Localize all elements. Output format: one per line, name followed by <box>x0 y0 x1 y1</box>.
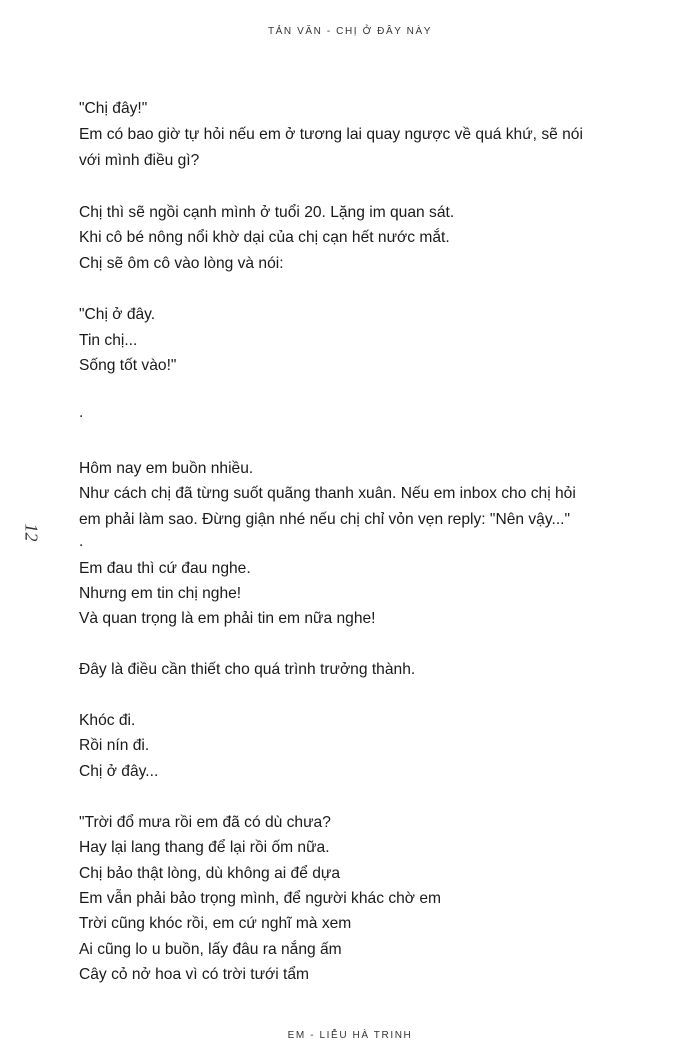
text-line: Sống tốt vào!" <box>79 357 177 374</box>
poem-line: Chị bảo thật lòng, dù không ai để dựa <box>79 865 340 882</box>
running-header: TẢN VĂN - CHỊ Ở ĐÂY NÀY <box>267 26 433 37</box>
text-line: em phải làm sao. Đừng giận nhé nếu chị chỉ vỏn vẹn reply: "Nên vậy..." <box>79 511 571 528</box>
text-line: Khóc đi. <box>79 712 136 729</box>
text-line: Chị ở đây... <box>79 763 159 780</box>
text-line: Đây là điều cần thiết cho quá trình trưởng thành. <box>79 661 416 678</box>
poem-line: Em vẫn phải bảo trọng mình, để người khác chờ em <box>79 890 442 907</box>
text-line: Tin chị... <box>79 332 138 349</box>
poem-line: Cây cỏ nở hoa vì có trời tưới tẩm <box>79 966 310 983</box>
poem-line: Trời cũng khóc rồi, em cứ nghĩ mà xem <box>79 915 352 932</box>
text-line: Chị thì sẽ ngồi cạnh mình ở tuổi 20. Lặng im quan sát. <box>79 204 455 221</box>
poem-line: Hay lại lang thang để lại rồi ốm nữa. <box>79 839 330 856</box>
text-line: Hôm nay em buồn nhiều. <box>79 460 254 477</box>
text-line: "Chị ở đây. <box>79 306 156 323</box>
page-number: 12 <box>21 523 42 542</box>
text-line: Khi cô bé nông nổi khờ dại của chị cạn hết nước mắt. <box>79 229 450 246</box>
text-line: "Chị đây!" <box>79 100 148 117</box>
text-line: Em đau thì cứ đau nghe. <box>79 560 251 577</box>
text-line: Như cách chị đã từng suốt quãng thanh xuân. Nếu em inbox cho chị hỏi <box>79 485 576 502</box>
running-footer: EM - LIỄU HÀ TRINH <box>287 1030 413 1041</box>
text-line: Nhưng em tin chị nghe! <box>79 585 242 602</box>
text-line: Chị sẽ ôm cô vào lòng và nói: <box>79 255 284 272</box>
section-dot: . <box>79 404 84 421</box>
text-line: với mình điều gì? <box>79 152 200 169</box>
section-dot: . <box>79 533 84 550</box>
poem-line: Ai cũng lo u buồn, lấy đâu ra nắng ấm <box>79 941 342 958</box>
poem-line: "Trời đổ mưa rồi em đã có dù chưa? <box>79 814 331 831</box>
text-line: Rồi nín đi. <box>79 737 150 754</box>
text-line: Và quan trọng là em phải tin em nữa nghe! <box>79 610 376 627</box>
text-line: Em có bao giờ tự hỏi nếu em ở tương lai quay ngược về quá khứ, sẽ nói <box>79 126 583 143</box>
